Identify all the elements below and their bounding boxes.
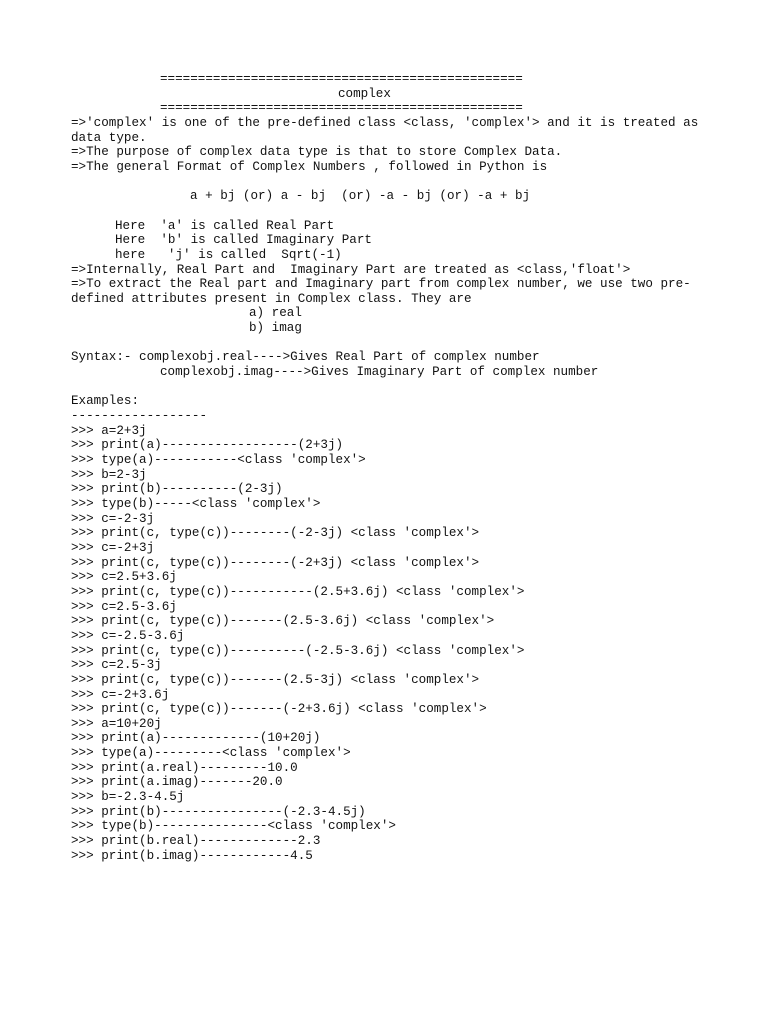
syntax-line-1: Syntax:- complexobj.real---->Gives Real Part of complex number — [71, 350, 540, 365]
example-line: >>> c=2.5+3.6j — [71, 570, 177, 585]
example-line: >>> print(c, type(c))--------(-2+3j) <class 'complex'> — [71, 555, 480, 570]
example-line: >>> type(a)-----------<class 'complex'> — [71, 453, 366, 467]
example-line: >>> print(a)-------------(10+20j) — [71, 731, 321, 746]
examples-heading: Examples: — [71, 394, 140, 409]
example-line: >>> b=-2.3-4.5j — [71, 790, 185, 805]
example-line: >>> print(c, type(c))-------(2.5-3.6j) <class 'complex'> — [71, 614, 495, 629]
example-line: >>> a=2+3j — [71, 423, 147, 438]
spacer — [71, 380, 711, 395]
part-j: here 'j' is called Sqrt(-1) — [115, 247, 342, 262]
intro-line-3: =>The general Format of Complex Numbers , followed in Python is — [71, 159, 548, 174]
attribute-real: a) real — [249, 306, 302, 321]
document-page — [71, 72, 711, 863]
example-line: >>> c=-2+3j — [71, 540, 155, 555]
internal-note: =>Internally, Real Part and Imaginary Part are treated as <class,'float'> — [71, 262, 631, 277]
example-line: >>> c=-2-3j — [71, 511, 155, 526]
example-line: >>> c=2.5-3j — [71, 658, 162, 673]
example-line: >>> print(a.imag)-------20.0 — [71, 775, 283, 790]
example-line: >>> type(b)-----<class 'complex'> — [71, 496, 321, 511]
example-line: >>> print(c, type(c))-----------(2.5+3.6j) <class 'complex'> — [71, 584, 525, 599]
example-line: >>> c=2.5-3.6j — [71, 599, 177, 614]
attribute-imag: b) imag — [249, 321, 302, 336]
spacer — [71, 175, 711, 190]
spacer — [71, 336, 711, 351]
example-line: >>> c=-2+3.6j — [71, 687, 170, 702]
example-line: >>> print(a.real)---------10.0 — [71, 760, 298, 775]
example-line: >>> print(c, type(c))-------(2.5-3j) <class 'complex'> — [71, 672, 480, 687]
example-line: >>> print(c, type(c))----------(-2.5-3.6j) <class 'complex'> — [71, 643, 525, 658]
example-line: >>> print(c, type(c))-------(-2+3.6j) <class 'complex'> — [71, 702, 487, 717]
example-line: >>> a=10+20j — [71, 716, 162, 731]
extract-note: =>To extract the Real part and Imaginary part from complex number, we use two pre-defined attributes present in Complex class. They are — [71, 277, 691, 306]
example-line: >>> type(a)---------<class 'complex'> — [71, 746, 351, 761]
intro-line-2: =>The purpose of complex data type is that to store Complex Data. — [71, 145, 563, 160]
examples-underline: ------------------ — [71, 409, 208, 424]
header-rule-bottom: ================================================ — [160, 101, 523, 116]
spacer — [71, 204, 711, 219]
part-imaginary: Here 'b' is called Imaginary Part — [115, 233, 372, 248]
example-line: >>> c=-2.5-3.6j — [71, 628, 185, 643]
formula: a + bj (or) a - bj (or) -a - bj (or) -a + bj — [190, 189, 531, 204]
example-line: >>> print(b)----------(2-3j) — [71, 482, 283, 497]
example-line: >>> b=2-3j — [71, 467, 147, 482]
part-real: Here 'a' is called Real Part — [115, 218, 335, 233]
examples-list — [71, 424, 711, 864]
example-line: >>> print(c, type(c))--------(-2-3j) <class 'complex'> — [71, 526, 480, 541]
example-line: >>> print(a)------------------(2+3j) — [71, 438, 344, 453]
header-rule-top: ================================================ — [160, 72, 523, 86]
example-line: >>> print(b)----------------(-2.3-4.5j) — [71, 804, 366, 819]
syntax-line-2: complexobj.imag---->Gives Imaginary Part of complex number — [160, 365, 599, 380]
document-title: complex — [338, 86, 391, 101]
example-line: >>> print(b.real)-------------2.3 — [71, 834, 321, 849]
example-line: >>> print(b.imag)------------4.5 — [71, 848, 313, 863]
example-line: >>> type(b)---------------<class 'complex'> — [71, 819, 396, 834]
intro-line-1: =>'complex' is one of the pre-defined class <class, 'complex'> and it is treated as data type. — [71, 115, 706, 145]
